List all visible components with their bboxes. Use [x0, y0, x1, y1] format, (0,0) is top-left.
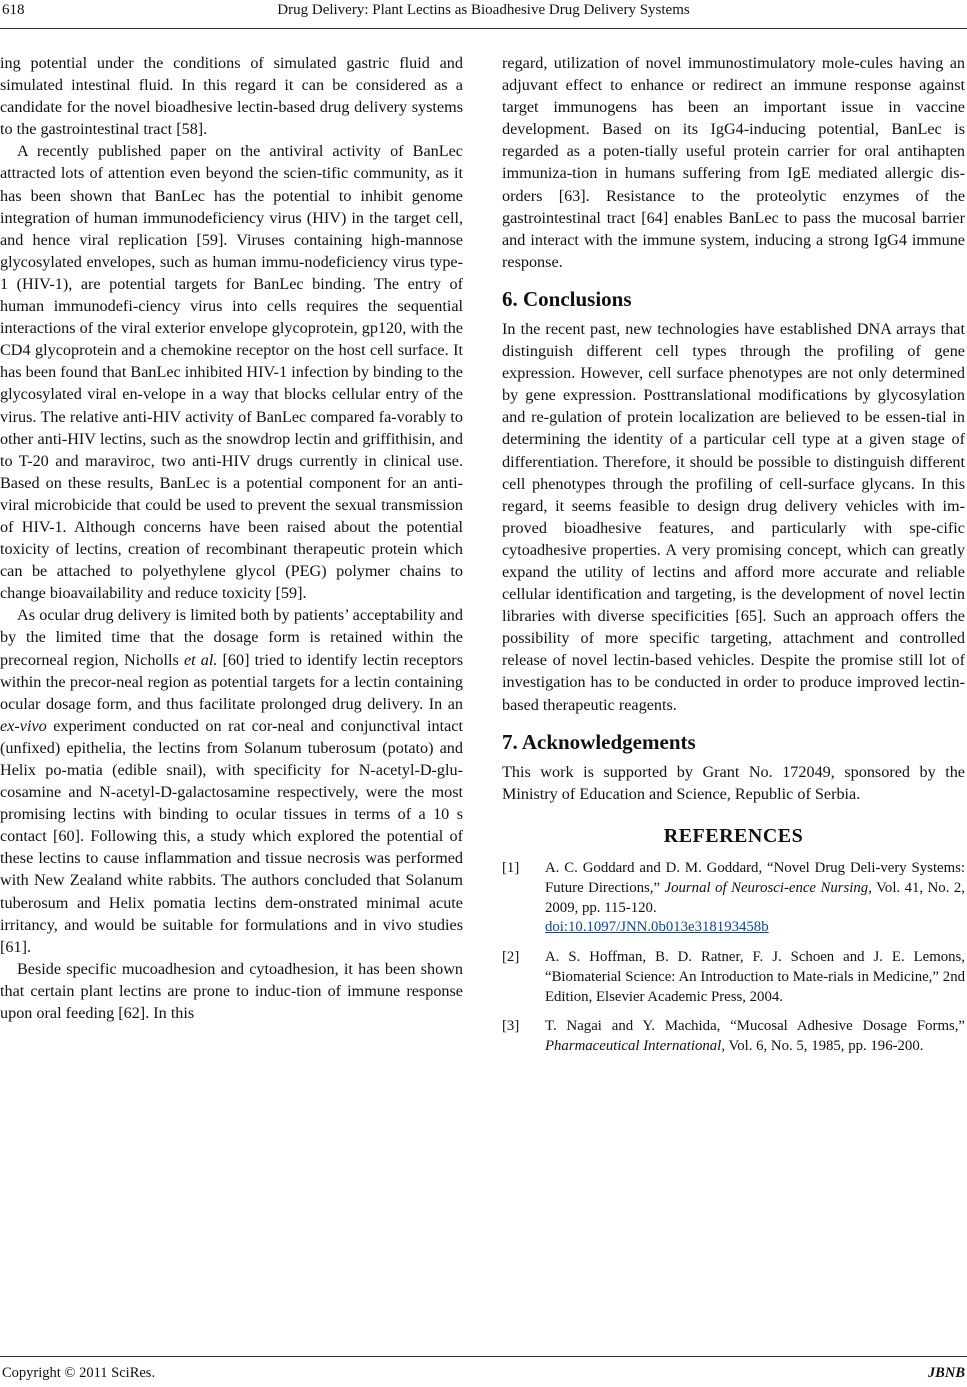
- references-heading: REFERENCES: [663, 824, 804, 847]
- paragraph: regard, utilization of novel immunostimulatory mole-cules having an adjuvant effect to enhance or redirect an immune response against target immunogens has been an important issue in vaccine development. Based on its IgG4-inducing potential, BanLec is regarded as a poten-tially useful protein carrier for oral antihapten immuniza-tion in humans suffering from IgE mediated allergic dis-orders [63]. Resistance to the proteolytic enzymes of the gastrointestinal tract [64] enables BanLec to pass the mucosal barrier and interact with the immune system, inducing a strong IgG4 immune response.: [502, 54, 965, 271]
- left-column: [0, 52, 463, 1024]
- reference-item: [502, 948, 965, 1007]
- reference-item: [502, 1017, 965, 1057]
- page-number: 618: [2, 2, 25, 18]
- reference-item: [502, 859, 965, 938]
- right-column: [502, 52, 965, 1067]
- journal-abbreviation: JBNB: [927, 1365, 965, 1381]
- paragraph: Beside specific mucoadhesion and cytoadhesion, it has been shown that certain plant lectins are prone to induc-tion of immune response upon oral feeding [62]. In this: [0, 959, 463, 1023]
- reference-text: , Vol. 6, No. 5, 1985, pp. 196-200.: [721, 1038, 924, 1055]
- italic-text: ex-vivo: [0, 716, 47, 735]
- paragraph: A recently published paper on the antiviral activity of BanLec attracted lots of attention even beyond the scien-tific community, as it has been shown that BanLec has the potential to inhibit genome integration of human immunodeficiency virus (HIV) in the target cell, and hence viral replication [59]. Viruses containing high-mannose glycosylated envelopes, such as human immu-nodeficiency virus type-1 (HIV-1), are potential targets for BanLec binding. The entry of human immunodefi-ciency virus into cells requires the sequential interactions of the viral exterior envelope glycoprotein, gp120, with the CD4 glycoprotein and a chemokine receptor on the host cell surface. It has been found that BanLec inhibited HIV-1 infection by binding to the glycosylated viral en-velope in a way that blocks cellular entry of the virus. The relative anti-HIV activity of BanLec compared fa-vorably to other anti-HIV lectins, such as the snowdrop lectin and griffithisin, and to T-20 and maraviroc, two anti-HIV drugs currently in clinical use. Based on these results, BanLec is a potential component for an anti-viral microbicide that could be used to prevent the sexual transmission of HIV-1. Although concerns have been raised about the potential toxicity of lectins, creation of recombinant therapeutic protein which can be attached to polyethylene glycol (PEG) polymer chains to change bioavailability and reduce toxicity [59].: [0, 142, 463, 603]
- page-footer: [0, 1356, 967, 1387]
- running-title: Drug Delivery: Plant Lectins as Bioadhesive Drug Delivery Systems: [277, 2, 690, 18]
- reference-journal: Pharmaceutical International: [545, 1038, 722, 1055]
- reference-number: [1]: [502, 859, 520, 876]
- reference-text: A. C. Goddard and D. M. Goddard, “Novel Drug Deli-very Systems: Future Directions,”: [545, 859, 965, 896]
- reference-journal: Journal of Neurosci-ence Nursing: [664, 879, 869, 896]
- reference-number: [2]: [502, 949, 520, 966]
- page-header: [0, 0, 967, 29]
- reference-text: A. S. Hoffman, B. D. Ratner, F. J. Schoen and J. E. Lemons, “Biomaterial Science: An Introduction to Mate-rials in Medicine,” 2nd Edition, Elsevier Academic Press, 2004.: [545, 949, 965, 1005]
- text-run: [60] tried to identify lectin receptors within the precor-neal region as potential targets for a lectin containing ocular dosage form, and thus facilitate prolonged drug delivery. In an: [0, 650, 463, 713]
- text-run: experiment conducted on rat cor-neal and conjunctival intact (unfixed) epithelia, the lectins from Solanum tuberosum (potato) and Helix po-matia (edible snail), with specificity for N-acetyl-D-glu-cosamine and N-acetyl-D-galactosamine respectively, were the most promising lectins with binding to ocular tissues in terms of a 10 s contact [60]. Following this, a study which explored the potential of these lectins to cause inflammation and tissue necrosis was performed with New Zealand white rabbits. The authors concluded that Solanum tuberosum and Helix pomatia lectins dem-onstrated minimal acute irritancy, and would be suitable for formulations and in vivo studies [61].: [0, 716, 463, 956]
- paragraph: ing potential under the conditions of simulated gastric fluid and simulated intestinal fluid. In this regard it can be considered as a candidate for the novel bioadhesive lectin-based drug delivery systems to the gastrointestinal tract [58].: [0, 54, 463, 139]
- reference-number: [3]: [502, 1018, 520, 1035]
- section-heading-acknowledgements: 7. Acknowledgements: [502, 729, 696, 754]
- copyright-notice: Copyright © 2011 SciRes.: [2, 1365, 156, 1381]
- reference-text: , Vol. 41, No. 2, 2009, pp. 115-120.: [545, 879, 966, 916]
- paragraph: [0, 604, 463, 958]
- reference-text: T. Nagai and Y. Machida, “Mucosal Adhesive Dosage Forms,”: [545, 1018, 965, 1035]
- section-heading-conclusions: 6. Conclusions: [502, 286, 632, 311]
- paragraph: This work is supported by Grant No. 172049, sponsored by the Ministry of Education and Science, Republic of Serbia.: [502, 762, 965, 803]
- text-run: As ocular drug delivery is limited both by patients’ acceptability and by the limited time that the dosage form is retained within the precorneal region, Nicholls: [0, 606, 463, 669]
- italic-text: et al.: [183, 650, 218, 669]
- paragraph: In the recent past, new technologies have established DNA arrays that distinguish different cell types through the profiling of gene expression. However, cell surface phenotypes are not only determined by gene expression. Posttranslational modifications by glycosylation and re-gulation of protein localization are believed to be essen-tial in determining the identity of a particular cell type at a given stage of differentiation. Therefore, it should be possible to distinguish different cell phenotypes through the profiling of cell-surface glycans. In this regard, it seems feasible to design drug delivery vehicles with im-proved bioadhesive features, and particularly with spe-cific cytoadhesive properties. A very promising concept, which can greatly expand the utility of lectins and afford more accurate and reliable cellular identification and targeting, is the development of novel lectin libraries with diverse specificities [65]. Such an approach offers the possibility of more specific targeting, attachment and controlled release of novel lectin-based vehicles. Despite the promise still lot of investigation has to be conducted in order to produce improved lectin-based therapeutic reagents.: [502, 319, 965, 714]
- doi-link[interactable]: doi:10.1097/JNN.0b013e318193458b: [545, 919, 769, 936]
